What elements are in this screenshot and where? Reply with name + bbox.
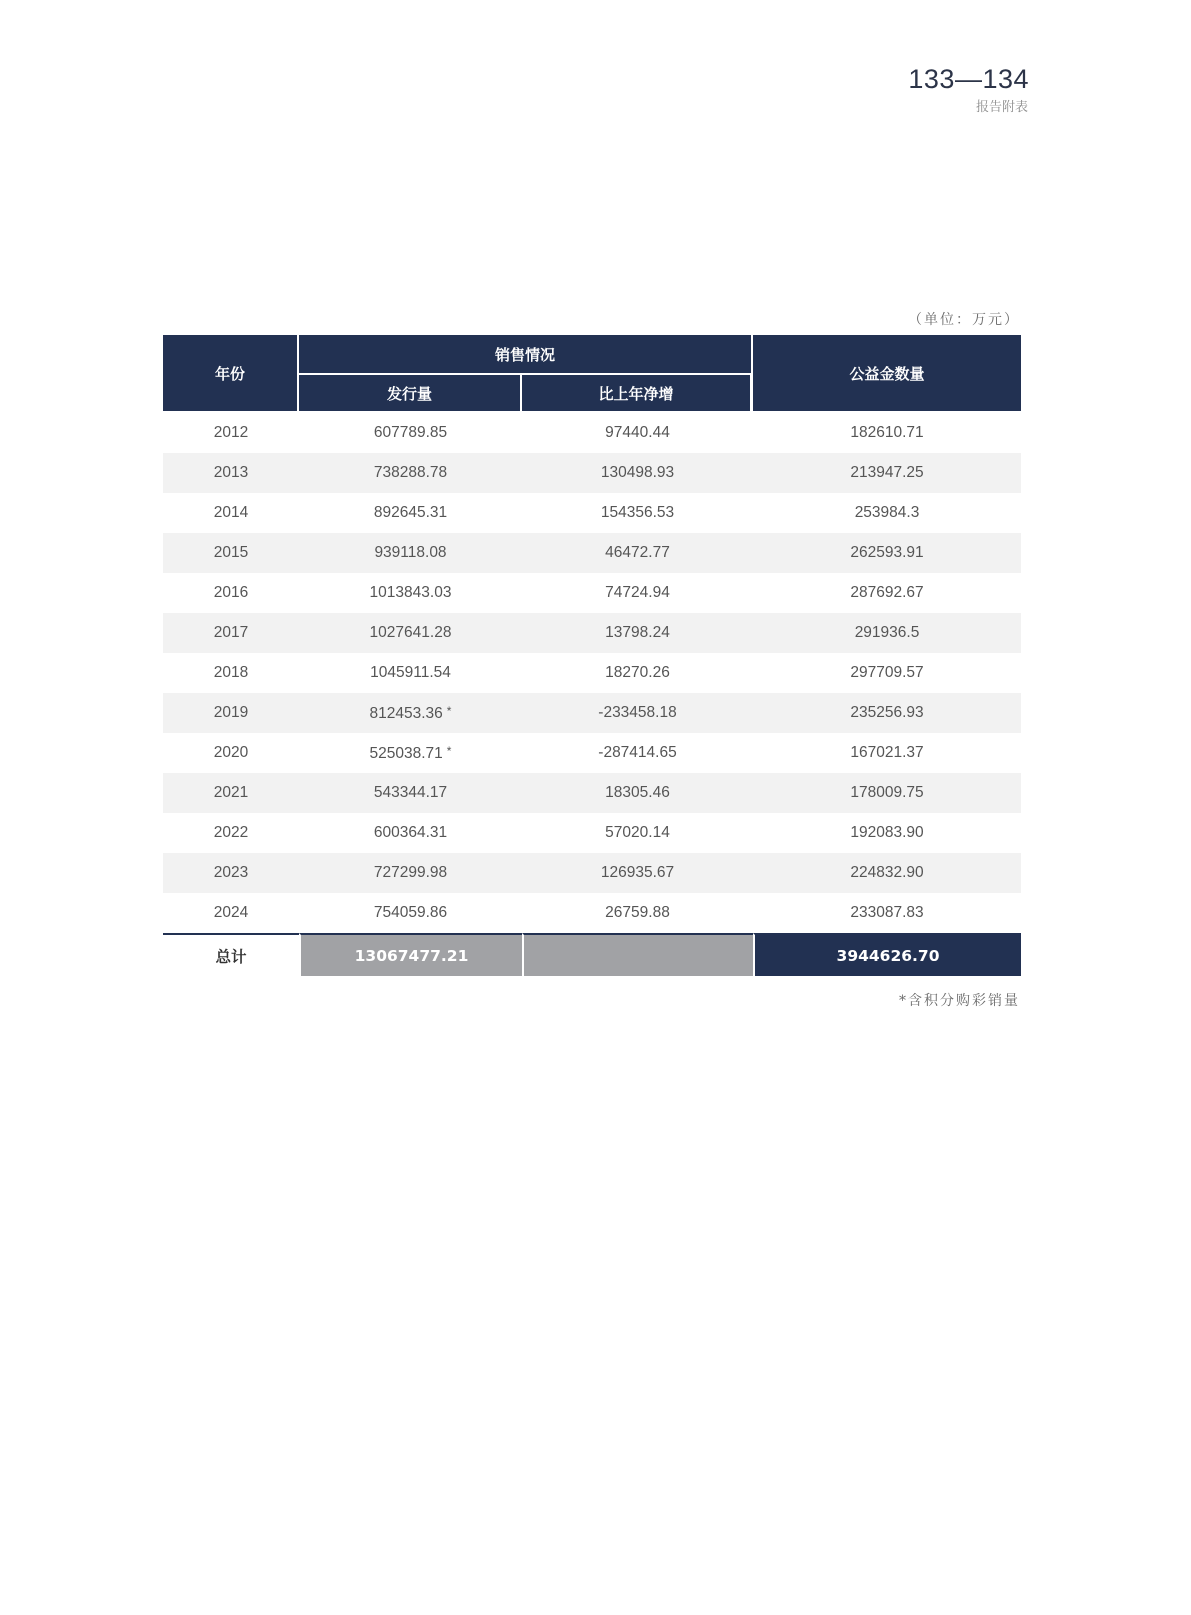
cell-year bbox=[163, 533, 299, 573]
cell-issued-value: 600364.31 bbox=[373, 824, 448, 841]
cell-issued-value: 543344.17 bbox=[373, 784, 448, 801]
cell-year-value: 2017 bbox=[213, 624, 249, 641]
cell-year-value: 2013 bbox=[213, 464, 249, 481]
table-row bbox=[163, 893, 1021, 933]
cell-welfare-value: 262593.91 bbox=[850, 544, 924, 561]
cell-issued bbox=[299, 573, 522, 613]
cell-issued-value: 1027641.28 bbox=[369, 624, 452, 641]
total-issued: 13067477.21 bbox=[299, 933, 522, 976]
cell-year-value: 2021 bbox=[213, 784, 249, 801]
cell-year bbox=[163, 653, 299, 693]
table-row bbox=[163, 493, 1021, 533]
cell-welfare bbox=[753, 493, 1021, 533]
cell-welfare-value: 192083.90 bbox=[850, 824, 924, 841]
cell-issued bbox=[299, 853, 522, 893]
cell-net-increase-value: 18305.46 bbox=[605, 784, 670, 801]
cell-welfare bbox=[753, 411, 1021, 453]
cell-welfare-value: 235256.93 bbox=[850, 704, 924, 721]
cell-welfare-value: 291936.5 bbox=[854, 624, 920, 641]
cell-welfare-value: 253984.3 bbox=[854, 504, 920, 521]
cell-welfare bbox=[753, 693, 1021, 733]
cell-year bbox=[163, 613, 299, 653]
cell-year bbox=[163, 813, 299, 853]
table-row bbox=[163, 813, 1021, 853]
cell-issued-value: 607789.85 bbox=[373, 424, 448, 441]
cell-net-increase-value: 97440.44 bbox=[605, 424, 670, 441]
cell-net-increase bbox=[522, 653, 753, 693]
lottery-sales-table bbox=[163, 335, 1021, 976]
cell-net-increase-value: 130498.93 bbox=[600, 464, 675, 481]
cell-issued-value: 1013843.03 bbox=[369, 584, 452, 601]
header-net-increase: 比上年净增 bbox=[522, 373, 753, 411]
cell-welfare bbox=[753, 453, 1021, 493]
cell-issued-value: 727299.98 bbox=[373, 864, 448, 881]
cell-welfare bbox=[753, 533, 1021, 573]
total-welfare: 3944626.70 bbox=[753, 933, 1021, 976]
cell-year bbox=[163, 773, 299, 813]
cell-net-increase bbox=[522, 533, 753, 573]
cell-welfare bbox=[753, 653, 1021, 693]
cell-issued bbox=[299, 533, 522, 573]
cell-welfare bbox=[753, 813, 1021, 853]
cell-year bbox=[163, 411, 299, 453]
cell-welfare bbox=[753, 853, 1021, 893]
table-row bbox=[163, 693, 1021, 733]
header-year: 年份 bbox=[163, 335, 299, 411]
cell-year-value: 2012 bbox=[213, 424, 249, 441]
cell-net-increase-value: 46472.77 bbox=[605, 544, 670, 561]
table-row bbox=[163, 411, 1021, 453]
cell-welfare-value: 167021.37 bbox=[850, 744, 924, 761]
section-label: 报告附表 bbox=[975, 100, 1028, 115]
cell-issued bbox=[299, 893, 522, 933]
cell-issued bbox=[299, 613, 522, 653]
cell-net-increase bbox=[522, 853, 753, 893]
cell-net-increase-value: 154356.53 bbox=[600, 504, 675, 521]
cell-welfare bbox=[753, 573, 1021, 613]
cell-issued-value: 892645.31 bbox=[373, 504, 448, 521]
total-label: 总计 bbox=[163, 933, 299, 976]
cell-year-value: 2022 bbox=[213, 824, 249, 841]
cell-welfare bbox=[753, 613, 1021, 653]
cell-issued-value: 939118.08 bbox=[374, 544, 447, 561]
table-total bbox=[163, 933, 1021, 976]
cell-issued bbox=[299, 813, 522, 853]
cell-net-increase-value: 57020.14 bbox=[605, 824, 670, 841]
cell-net-increase bbox=[522, 893, 753, 933]
cell-year-value: 2024 bbox=[213, 904, 249, 921]
header-issued: 发行量 bbox=[299, 373, 522, 411]
asterisk-mark: * bbox=[446, 703, 452, 718]
cell-year-value: 2016 bbox=[213, 584, 249, 601]
cell-welfare-value: 297709.57 bbox=[850, 664, 924, 681]
cell-year bbox=[163, 573, 299, 613]
cell-year-value: 2019 bbox=[213, 704, 249, 721]
cell-net-increase bbox=[522, 453, 753, 493]
header-welfare: 公益金数量 bbox=[753, 335, 1021, 411]
cell-issued bbox=[299, 773, 522, 813]
cell-year-value: 2020 bbox=[213, 744, 249, 761]
cell-net-increase bbox=[522, 733, 753, 773]
cell-issued bbox=[299, 453, 522, 493]
cell-net-increase-value: -233458.18 bbox=[598, 704, 677, 721]
cell-welfare-value: 224832.90 bbox=[850, 864, 924, 881]
cell-issued bbox=[299, 693, 522, 733]
cell-issued bbox=[299, 411, 522, 453]
table-row bbox=[163, 733, 1021, 773]
cell-year-value: 2014 bbox=[213, 504, 249, 521]
cell-net-increase bbox=[522, 773, 753, 813]
cell-year bbox=[163, 733, 299, 773]
cell-net-increase bbox=[522, 493, 753, 533]
cell-net-increase-value: 18270.26 bbox=[605, 664, 670, 681]
table-row bbox=[163, 853, 1021, 893]
cell-welfare-value: 233087.83 bbox=[850, 904, 924, 921]
cell-welfare bbox=[753, 733, 1021, 773]
cell-issued-value: 754059.86 bbox=[373, 904, 448, 921]
cell-issued bbox=[299, 493, 522, 533]
table-row bbox=[163, 653, 1021, 693]
header-sales-group: 销售情况 bbox=[299, 335, 753, 373]
cell-net-increase bbox=[522, 613, 753, 653]
cell-year bbox=[163, 853, 299, 893]
table-header bbox=[163, 335, 1021, 411]
cell-issued-value: 738288.78 bbox=[373, 464, 448, 481]
cell-net-increase-value: 13798.24 bbox=[605, 624, 670, 641]
cell-net-increase-value: 74724.94 bbox=[605, 584, 670, 601]
table-row bbox=[163, 613, 1021, 653]
cell-net-increase bbox=[522, 573, 753, 613]
cell-net-increase bbox=[522, 411, 753, 453]
table-row bbox=[163, 453, 1021, 493]
cell-welfare-value: 182610.71 bbox=[850, 424, 924, 441]
cell-year bbox=[163, 453, 299, 493]
cell-welfare-value: 178009.75 bbox=[850, 784, 924, 801]
cell-net-increase-value: 126935.67 bbox=[600, 864, 675, 881]
cell-welfare-value: 287692.67 bbox=[850, 584, 924, 601]
cell-net-increase-value: -287414.65 bbox=[598, 744, 677, 761]
asterisk-mark: * bbox=[446, 743, 452, 758]
cell-issued bbox=[299, 733, 522, 773]
cell-net-increase bbox=[522, 693, 753, 733]
cell-issued-value: 812453.36 bbox=[369, 704, 443, 722]
footnote: *含积分购彩销量 bbox=[899, 993, 1020, 1009]
total-row bbox=[163, 933, 1021, 976]
cell-issued-value: 1045911.54 bbox=[370, 664, 451, 681]
cell-net-increase bbox=[522, 813, 753, 853]
unit-note: （单位：万元） bbox=[908, 312, 1020, 328]
table-row bbox=[163, 573, 1021, 613]
page-number: 133—134 bbox=[908, 64, 1029, 94]
cell-year-value: 2023 bbox=[213, 864, 249, 881]
table-row bbox=[163, 533, 1021, 573]
cell-welfare bbox=[753, 893, 1021, 933]
cell-year bbox=[163, 693, 299, 733]
cell-welfare-value: 213947.25 bbox=[850, 464, 924, 481]
cell-issued bbox=[299, 653, 522, 693]
cell-net-increase-value: 26759.88 bbox=[605, 904, 670, 921]
cell-issued-value: 525038.71 bbox=[369, 744, 443, 762]
cell-welfare bbox=[753, 773, 1021, 813]
cell-year-value: 2018 bbox=[213, 664, 249, 681]
cell-year-value: 2015 bbox=[213, 544, 249, 561]
cell-year bbox=[163, 493, 299, 533]
cell-year bbox=[163, 893, 299, 933]
table-body bbox=[163, 411, 1021, 933]
table-row bbox=[163, 773, 1021, 813]
total-net bbox=[522, 933, 753, 976]
